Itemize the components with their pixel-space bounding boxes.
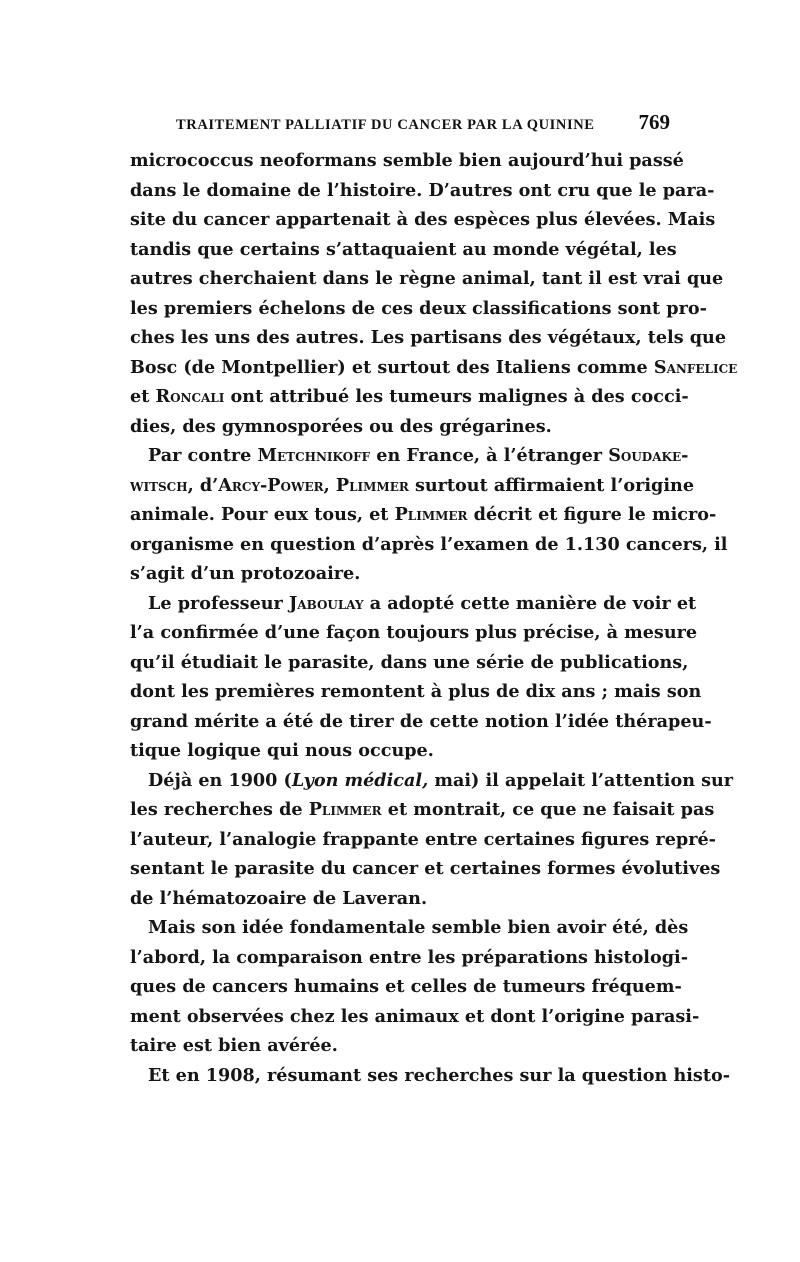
text-segment: et montrait, ce que ne faisait pas bbox=[381, 799, 715, 820]
text-line: ches les uns des autres. Les partisans des végétaux, tels que bbox=[130, 327, 727, 348]
text-segment: animale. Pour eux tous, et bbox=[130, 504, 395, 525]
page-number: 769 bbox=[638, 110, 670, 134]
text-line bbox=[130, 382, 689, 412]
text-line: tandis que certains s’attaquaient au monde végétal, les bbox=[130, 238, 677, 260]
author-name: Sanfelice bbox=[653, 356, 738, 378]
text-line: l’a confirmée d’une façon toujours plus précise, à mesure bbox=[130, 622, 698, 643]
author-name: Roncali bbox=[155, 386, 225, 407]
text-line: Mais son idée fondamentale semble bien avoir été, dès bbox=[148, 917, 689, 938]
text-line: s’agit d’un protozoaire. bbox=[130, 563, 361, 584]
text-line bbox=[130, 441, 689, 471]
text-segment: Par contre bbox=[148, 445, 258, 466]
text-line: l’auteur, l’analogie frappante entre certaines figures repré- bbox=[130, 828, 716, 850]
text-segment: ont attribué les tumeurs malignes à des cocci- bbox=[224, 386, 689, 407]
text-line: taire est bien avérée. bbox=[130, 1035, 338, 1056]
text-line bbox=[130, 471, 695, 501]
text-segment: Bosc (de Montpellier) et surtout des Italiens comme bbox=[130, 356, 654, 378]
author-name: Soudake- bbox=[608, 445, 689, 466]
text-line: l’abord, la comparaison entre les préparations histologi- bbox=[130, 946, 689, 968]
text-line: micrococcus neoformans semble bien aujourd’hui passé bbox=[130, 150, 684, 171]
text-line bbox=[130, 500, 717, 530]
author-name: Plimmer bbox=[394, 504, 468, 525]
text-line: tique logique qui nous occupe. bbox=[130, 740, 434, 761]
text-line: dies, des gymnosporées ou des grégarines. bbox=[130, 415, 552, 437]
running-title: TRAITEMENT PALLIATIF DU CANCER PAR LA QUININE bbox=[176, 117, 595, 133]
author-name: Arcy-Power bbox=[218, 474, 324, 496]
author-name: Jaboulay bbox=[288, 592, 364, 614]
text-segment: surtout affirmaient l’origine bbox=[408, 474, 695, 496]
text-line: site du cancer appartenait à des espèces plus élevées. Mais bbox=[130, 209, 716, 230]
text-line bbox=[130, 353, 738, 383]
author-name: witsch bbox=[130, 474, 188, 496]
text-line: ment observées chez les animaux et dont l’origine parasi- bbox=[130, 1005, 700, 1027]
text-line: grand mérite a été de tirer de cette notion l’idée thérapeu- bbox=[130, 710, 712, 732]
text-line: Et en 1908, résumant ses recherches sur la question histo- bbox=[148, 1064, 730, 1086]
text-segment: mai) il appelait l’attention sur bbox=[428, 769, 734, 791]
text-segment: décrit et figure le micro- bbox=[467, 504, 717, 525]
author-name: Plimmer bbox=[308, 799, 382, 820]
text-line: organisme en question d’après l’examen de 1.130 cancers, il bbox=[130, 533, 728, 555]
text-segment: , d’ bbox=[187, 474, 219, 496]
journal-title: Lyon médical, bbox=[291, 769, 429, 791]
text-line: qu’il étudiait le parasite, dans une série de publications, bbox=[130, 651, 689, 673]
page-header bbox=[176, 110, 670, 135]
text-segment: , bbox=[323, 474, 336, 496]
text-segment: et bbox=[130, 386, 156, 407]
text-line: autres cherchaient dans le règne animal, tant il est vrai que bbox=[130, 268, 724, 289]
text-segment: Le professeur bbox=[148, 592, 289, 614]
text-line: dans le domaine de l’histoire. D’autres ont cru que le para- bbox=[130, 179, 715, 201]
body-text bbox=[130, 146, 738, 1090]
text-segment: Déjà en 1900 ( bbox=[148, 769, 292, 791]
text-segment: les recherches de bbox=[130, 799, 309, 820]
text-line: les premiers échelons de ces deux classifications sont pro- bbox=[130, 297, 707, 319]
text-line bbox=[130, 795, 715, 825]
text-segment: a adopté cette manière de voir et bbox=[363, 592, 697, 614]
text-line: sentant le parasite du cancer et certaines formes évolutives bbox=[130, 858, 721, 879]
text-line: dont les premières remontent à plus de dix ans ; mais son bbox=[130, 681, 702, 702]
text-line bbox=[130, 766, 734, 796]
text-line: ques de cancers humains et celles de tumeurs fréquem- bbox=[130, 976, 682, 997]
text-line: de l’hématozoaire de Laveran. bbox=[130, 887, 428, 909]
text-segment: en France, à l’étranger bbox=[370, 445, 609, 466]
author-name: Plimmer bbox=[335, 474, 409, 496]
text-line bbox=[130, 589, 697, 619]
author-name: Metchnikoff bbox=[257, 445, 371, 466]
